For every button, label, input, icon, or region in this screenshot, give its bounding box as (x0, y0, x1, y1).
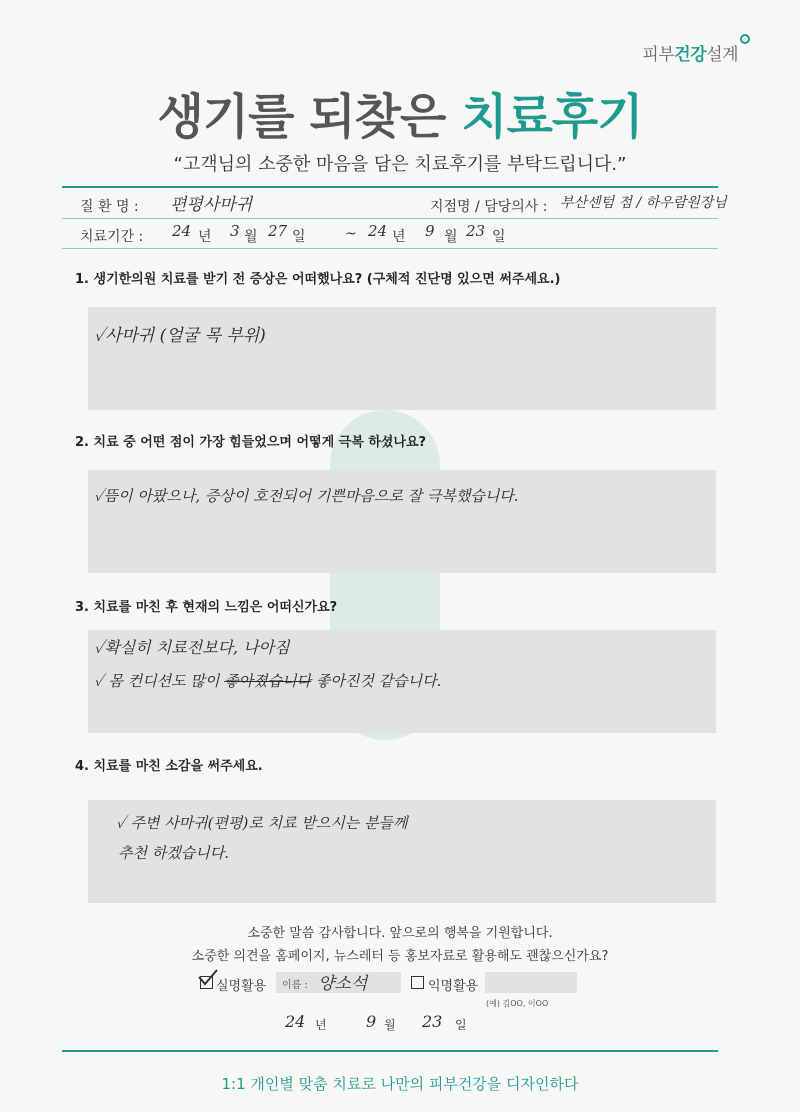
info-top-divider (62, 186, 718, 188)
answer-3-line-2-end: 좋아진것 같습니다. (315, 672, 442, 690)
name-field-label: 이름 : (282, 980, 308, 991)
answer-4-line-1: ✓ 주변 사마귀(편평)로 치료 받으시는 분들께 (116, 814, 408, 832)
sign-date-day-unit: 일 (455, 1018, 467, 1032)
answer-2-box (88, 470, 716, 573)
footer-slogan: 1:1 개인별 맞춤 치료로 나만의 피부건강을 디자인하다 (221, 1075, 579, 1093)
closing-line-2: 소중한 의견을 홈페이지, 뉴스레터 등 홍보자료로 활용해도 괜찮으신가요? (191, 949, 609, 964)
answer-3-box (88, 630, 716, 733)
title-highlight: 치료후기 (461, 89, 643, 145)
question-1-label: 1. 생기한의원 치료를 받기 전 증상은 어떠했나요? (구체적 진단명 있으면 써주세요.) (75, 272, 561, 287)
question-3-label: 3. 치료를 마친 후 현재의 느낌은 어떠신가요? (75, 600, 338, 615)
answer-3-line-2-start: ✓ 몸 컨디션도 많이 (94, 672, 225, 690)
end-month-unit: 월 (444, 229, 458, 245)
real-name-checkbox[interactable] (200, 976, 213, 989)
answer-1-line-1: ✓사마귀 (얼굴 목 부위) (94, 326, 266, 346)
brand-logo (642, 40, 738, 65)
end-day-unit: 일 (492, 229, 506, 245)
anonymous-example: (예) 김OO, 이OO (486, 999, 549, 1008)
question-2-label: 2. 치료 중 어떤 점이 가장 힘들었으며 어떻게 극복 하셨나요? (75, 435, 427, 450)
start-year-unit: 년 (198, 229, 212, 245)
info-mid-divider (62, 218, 718, 219)
branch-label: 지점명 / 담당의사 : (430, 199, 548, 215)
real-name-label: 실명활용 (216, 979, 267, 994)
brand-bold: 건강 (674, 45, 707, 65)
anonymous-label: 익명활용 (428, 979, 479, 994)
end-year-unit: 년 (392, 229, 406, 245)
sign-date-day: 23 (422, 1012, 443, 1031)
name-value: 양소석 (318, 974, 368, 994)
answer-3-line-2 (94, 670, 441, 691)
sign-date-month-unit: 월 (384, 1018, 396, 1032)
disease-label: 질 환 명 : (80, 199, 139, 215)
sign-date-year: 24 (285, 1012, 306, 1031)
answer-4-box (88, 800, 716, 903)
disease-value: 편평사마귀 (170, 195, 253, 215)
start-day: 27 (268, 222, 288, 240)
question-4-label: 4. 치료를 마친 소감을 써주세요. (75, 759, 263, 774)
sign-date-month: 9 (366, 1012, 377, 1031)
end-year: 24 (368, 222, 388, 240)
answer-3-strike-text: 좋아졌습니다 (224, 672, 312, 690)
answer-4-line-2: 추천 하겠습니다. (118, 844, 229, 862)
branch-value: 부산센텀 점 / 하우람원장님 (560, 195, 727, 211)
anonymous-name-field[interactable] (485, 972, 577, 993)
end-day: 23 (466, 222, 486, 240)
info-bottom-divider (62, 248, 718, 249)
start-month: 3 (230, 222, 240, 240)
page-subtitle: “고객님의 소중한 마음을 담은 치료후기를 부탁드립니다.” (173, 154, 627, 175)
answer-1-box (88, 307, 716, 410)
answer-3-line-1: ✓확실히 치료전보다, 나아짐 (94, 638, 290, 657)
answer-2-line-1: ✓뜸이 아팠으나, 증상이 호전되어 기쁜마음으로 잘 극복했습니다. (94, 487, 519, 505)
start-month-unit: 월 (244, 229, 258, 245)
brand-pre: 피부 (642, 45, 675, 65)
title-main: 생기를 되찾은 (157, 89, 462, 145)
closing-line-1: 소중한 말씀 감사합니다. 앞으로의 행복을 기원합니다. (247, 926, 553, 941)
period-label: 치료기간 : (80, 229, 144, 245)
sign-date-year-unit: 년 (315, 1018, 327, 1032)
start-year: 24 (172, 222, 192, 240)
brand-dot-icon (740, 34, 750, 44)
anonymous-checkbox[interactable] (411, 976, 424, 989)
brand-post: 설계 (706, 45, 738, 65)
period-tilde: ~ (345, 226, 357, 242)
page-title (0, 78, 800, 147)
name-field[interactable] (276, 972, 401, 993)
end-month: 9 (425, 222, 435, 240)
footer-divider (62, 1050, 718, 1052)
start-day-unit: 일 (292, 229, 306, 245)
